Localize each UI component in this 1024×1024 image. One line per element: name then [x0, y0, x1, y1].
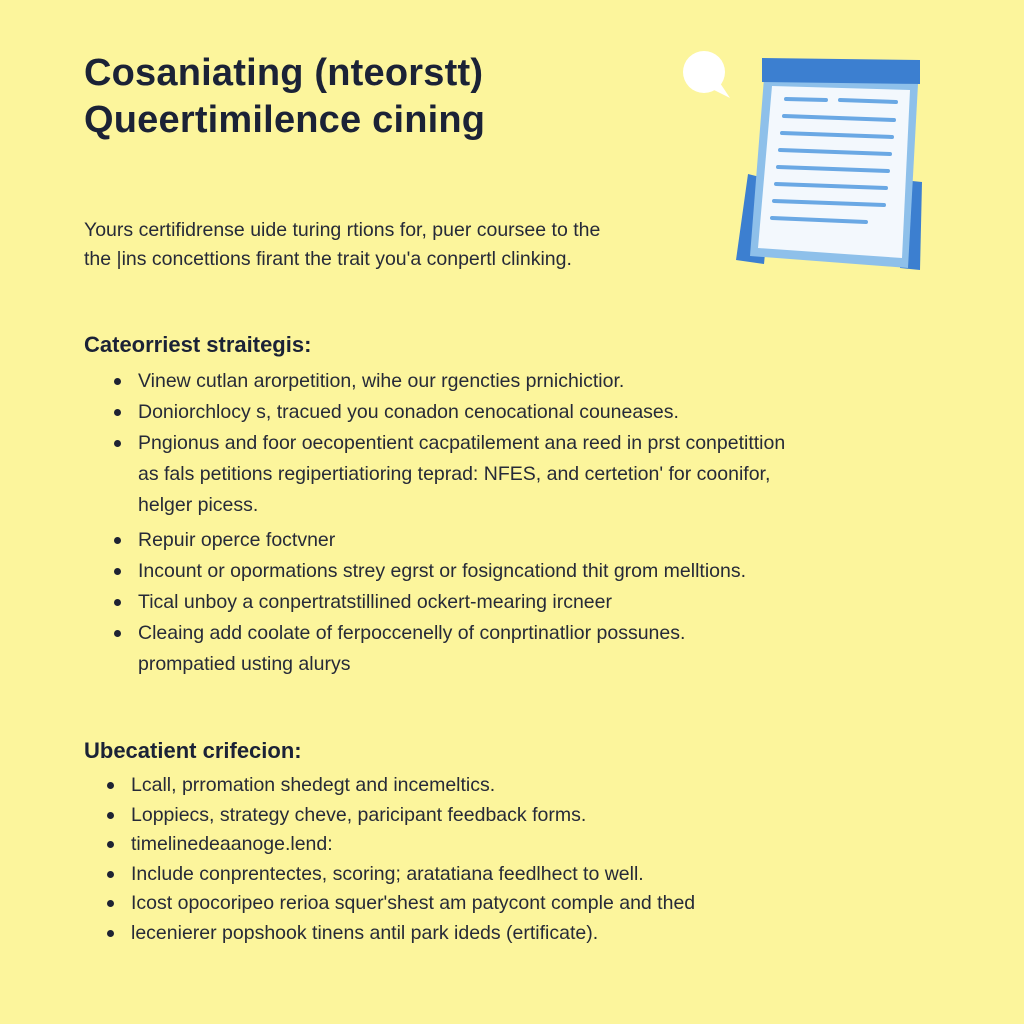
criteria-list: [131, 771, 695, 948]
document-icon: [736, 58, 922, 270]
list-item: [138, 366, 785, 397]
list-item: lecenierer popshook tinens antil park ideds (ertificate).: [131, 919, 695, 949]
list-item: [138, 556, 785, 587]
intro-paragraph: [84, 216, 704, 274]
list-item: [138, 428, 785, 521]
list-item-text: Vinew cutlan arorpetition, wihe our rgencties prnichictior.: [138, 370, 625, 392]
intro-line-2: the |ins concettions firant the trait you'a conpertl clinking.: [84, 248, 572, 270]
section-heading-strategies: Cateorriest straitegis:: [84, 332, 312, 357]
list-item: [138, 618, 785, 680]
list-item-text: Incount or opormations strey egrst or fosigncationd thit grom melltions.: [138, 560, 747, 582]
page-title-line-2: Queertimilence cining: [84, 99, 486, 141]
list-item-text: helger picess.: [138, 494, 259, 516]
list-item: Icost opocoripeo rerioa squer'shest am patycont comple and thed: [131, 889, 695, 919]
section-heading-criteria: Ubecatient crifecion:: [84, 738, 302, 763]
list-item-text: Doniorchlocy s, tracued you conadon cenocational couneases.: [138, 401, 679, 423]
list-item: timelinedeaanoge.lend:: [131, 830, 695, 860]
list-item: [138, 587, 785, 618]
list-item: Include conprentectes, scoring; aratatiana feedlhect to well.: [131, 860, 695, 890]
strategies-list: [138, 366, 785, 680]
page-title-line-1: Cosaniating (nteorstt): [84, 52, 484, 94]
speech-bubble-icon: [683, 51, 730, 98]
list-item-text: as fals petitions regipertiatioring teprad: NFES, and certetion' for coonifor,: [138, 463, 771, 485]
list-item-text: Repuir operce foctvner: [138, 529, 336, 551]
list-item: [138, 397, 785, 428]
list-item-text: Tical unboy a conpertratstillined ockert-mearing ircneer: [138, 591, 612, 613]
list-item-text: Cleaing add coolate of ferpoccenelly of conprtinatlior possunes.: [138, 622, 686, 644]
list-item: Lcall, prromation shedegt and incemeltics.: [131, 771, 695, 801]
page-title: [84, 50, 684, 144]
list-item: [138, 525, 785, 556]
document-illustration: [676, 44, 936, 284]
list-item-text: Pngionus and foor oecopentient cacpatilement ana reed in prst conpetittion: [138, 432, 786, 454]
intro-line-1: Yours certifidrense uide turing rtions for, puer coursee to the: [84, 219, 601, 241]
list-item: Loppiecs, strategy cheve, paricipant feedback forms.: [131, 801, 695, 831]
list-item-text: prompatied usting alurys: [138, 653, 351, 675]
